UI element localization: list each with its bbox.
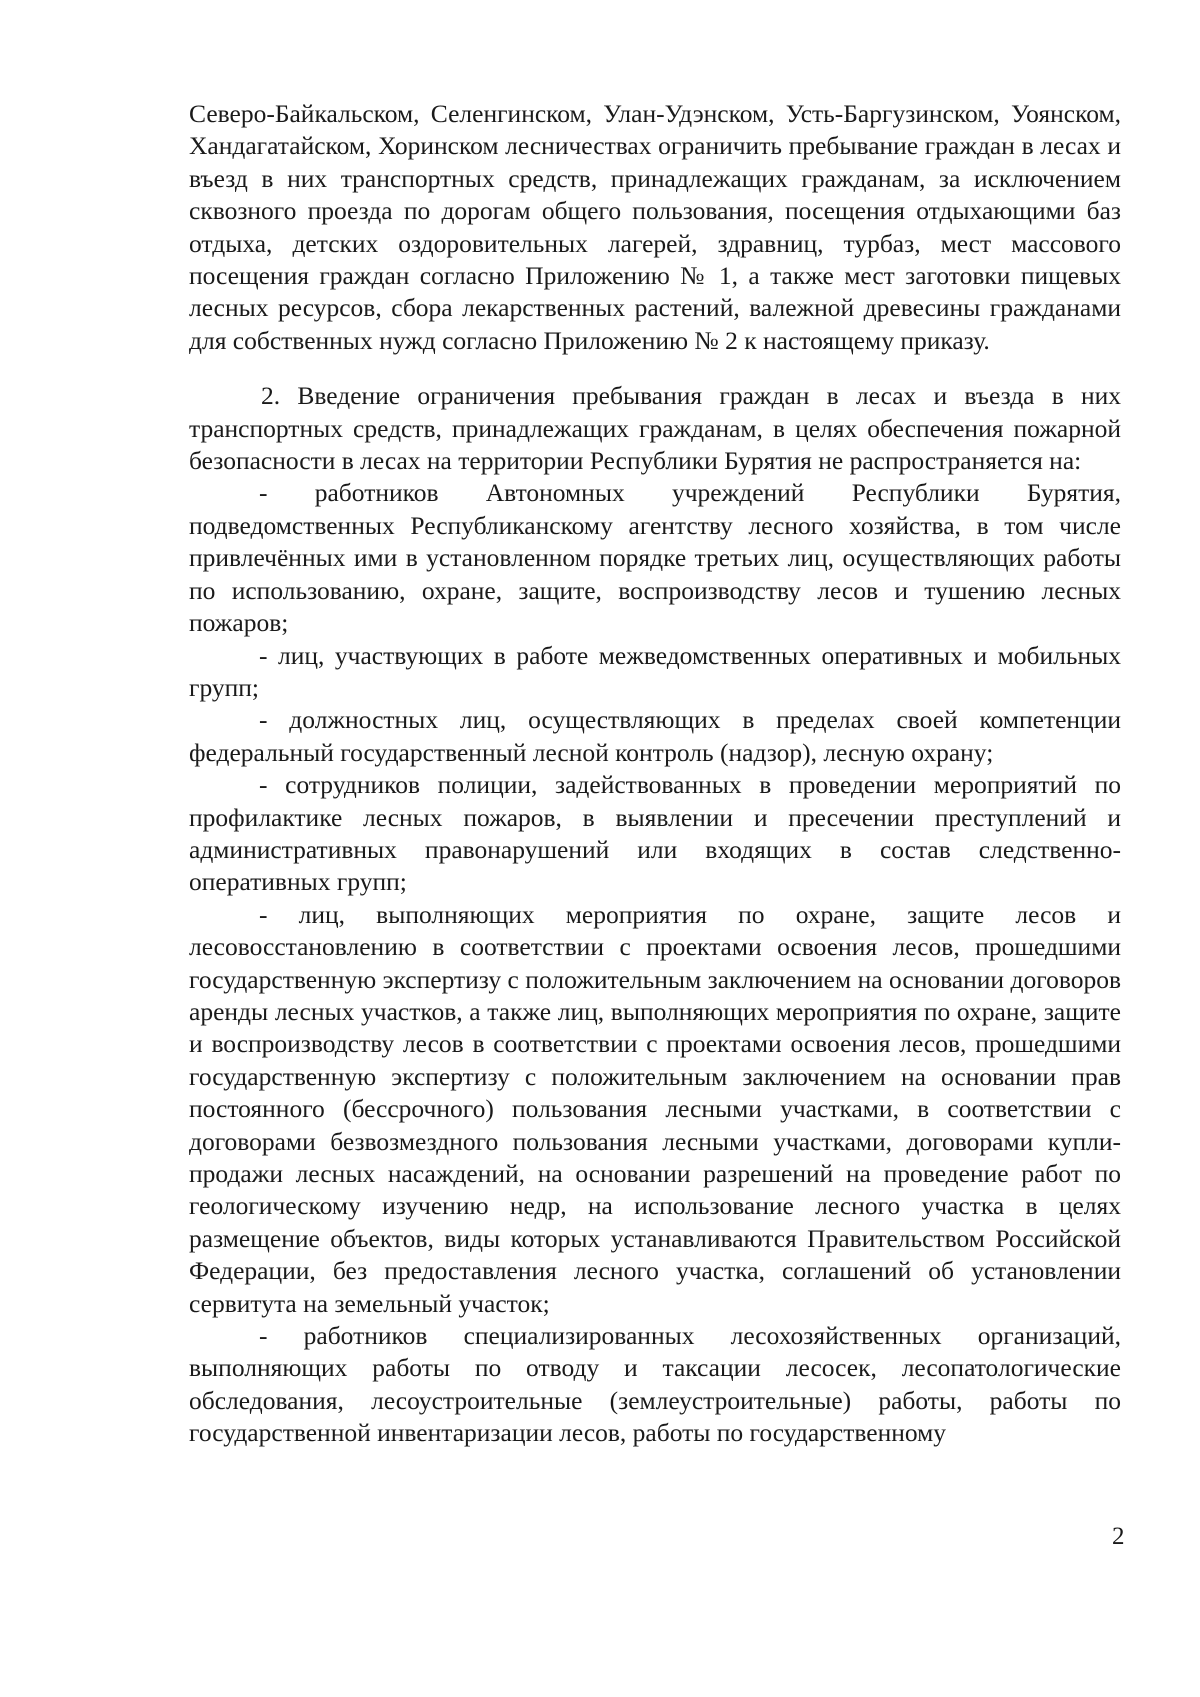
page-number: 2 <box>1112 1523 1125 1550</box>
list-item: - лиц, выполняющих мероприятия по охране, защите лесов и лесовосстановлению в соответствии с проектами освоения лесов, прошедшими государственную экспертизу с положительным заключением на основании договоров аренды лесных участков, а также лиц, выполняющих мероприятия по охране, защите и воспроизводству лесов в соответствии с проектами освоения лесов, прошедшими государственную экспертизу с положительным заключением на основании прав постоянного (бессрочного) пользования лесными участками, в соответствии с договорами безвозмездного пользования лесными участками, договорами купли-продажи лесных насаждений, на основании разрешений на проведение работ по геологическому изучению недр, на использование лесного участка в целях размещение объектов, виды которых устанавливаются Правительством Российской Федерации, без предоставления лесного участка, соглашений об установлении сервитута на земельный участок; <box>189 899 1121 1318</box>
list-item: - работников Автономных учреждений Республики Бурятия, подведомственных Республиканскому агентству лесного хозяйства, в том числе привлечённых ими в установленном порядке третьих лиц, осуществляющих работы по использованию, охране, защите, воспроизводству лесов и тушению лесных пожаров; <box>189 478 1121 638</box>
list-item: - сотрудников полиции, задействованных в проведении мероприятий по профилактике лесных пожаров, в выявлении и пресечении преступлений и административных правонарушений или входящих в состав следственно-оперативных групп; <box>189 770 1121 897</box>
document-body <box>189 98 1121 1450</box>
list-item: - лиц, участвующих в работе межведомственных оперативных и мобильных групп; <box>189 640 1121 702</box>
list-item: - работников специализированных лесохозяйственных организаций, выполняющих работы по отводу и таксации лесосек, лесопатологические обследования, лесоустроительные (землеустроительные) работы, работы по государственной инвентаризации лесов, работы по государственному <box>189 1321 1121 1448</box>
paragraph-intro: Северо-Байкальском, Селенгинском, Улан-Удэнском, Усть-Баргузинском, Уоянском, Хандагатайском, Хоринском лесничествах ограничить пребывание граждан в лесах и въезд в них транспортных средств, принадлежащих гражданам, за исключением сквозного проезда по дорогам общего пользования, посещения отдыхающими баз отдыха, детских оздоровительных лагерей, здравниц, турбаз, мест массового посещения граждан согласно Приложению № 1, а также мест заготовки пищевых лесных ресурсов, сбора лекарственных растений, валежной древесины гражданами для собственных нужд согласно Приложению № 2 к настоящему приказу. <box>189 99 1121 355</box>
paragraph-2: 2. Введение ограничения пребывания граждан в лесах и въезда в них транспортных средств, принадлежащих гражданам, в целях обеспечения пожарной безопасности в лесах на территории Республики Бурятия не распространяется на: <box>189 381 1121 476</box>
list-item: - должностных лиц, осуществляющих в пределах своей компетенции федеральный государственный лесной контроль (надзор), лесную охрану; <box>189 705 1121 767</box>
